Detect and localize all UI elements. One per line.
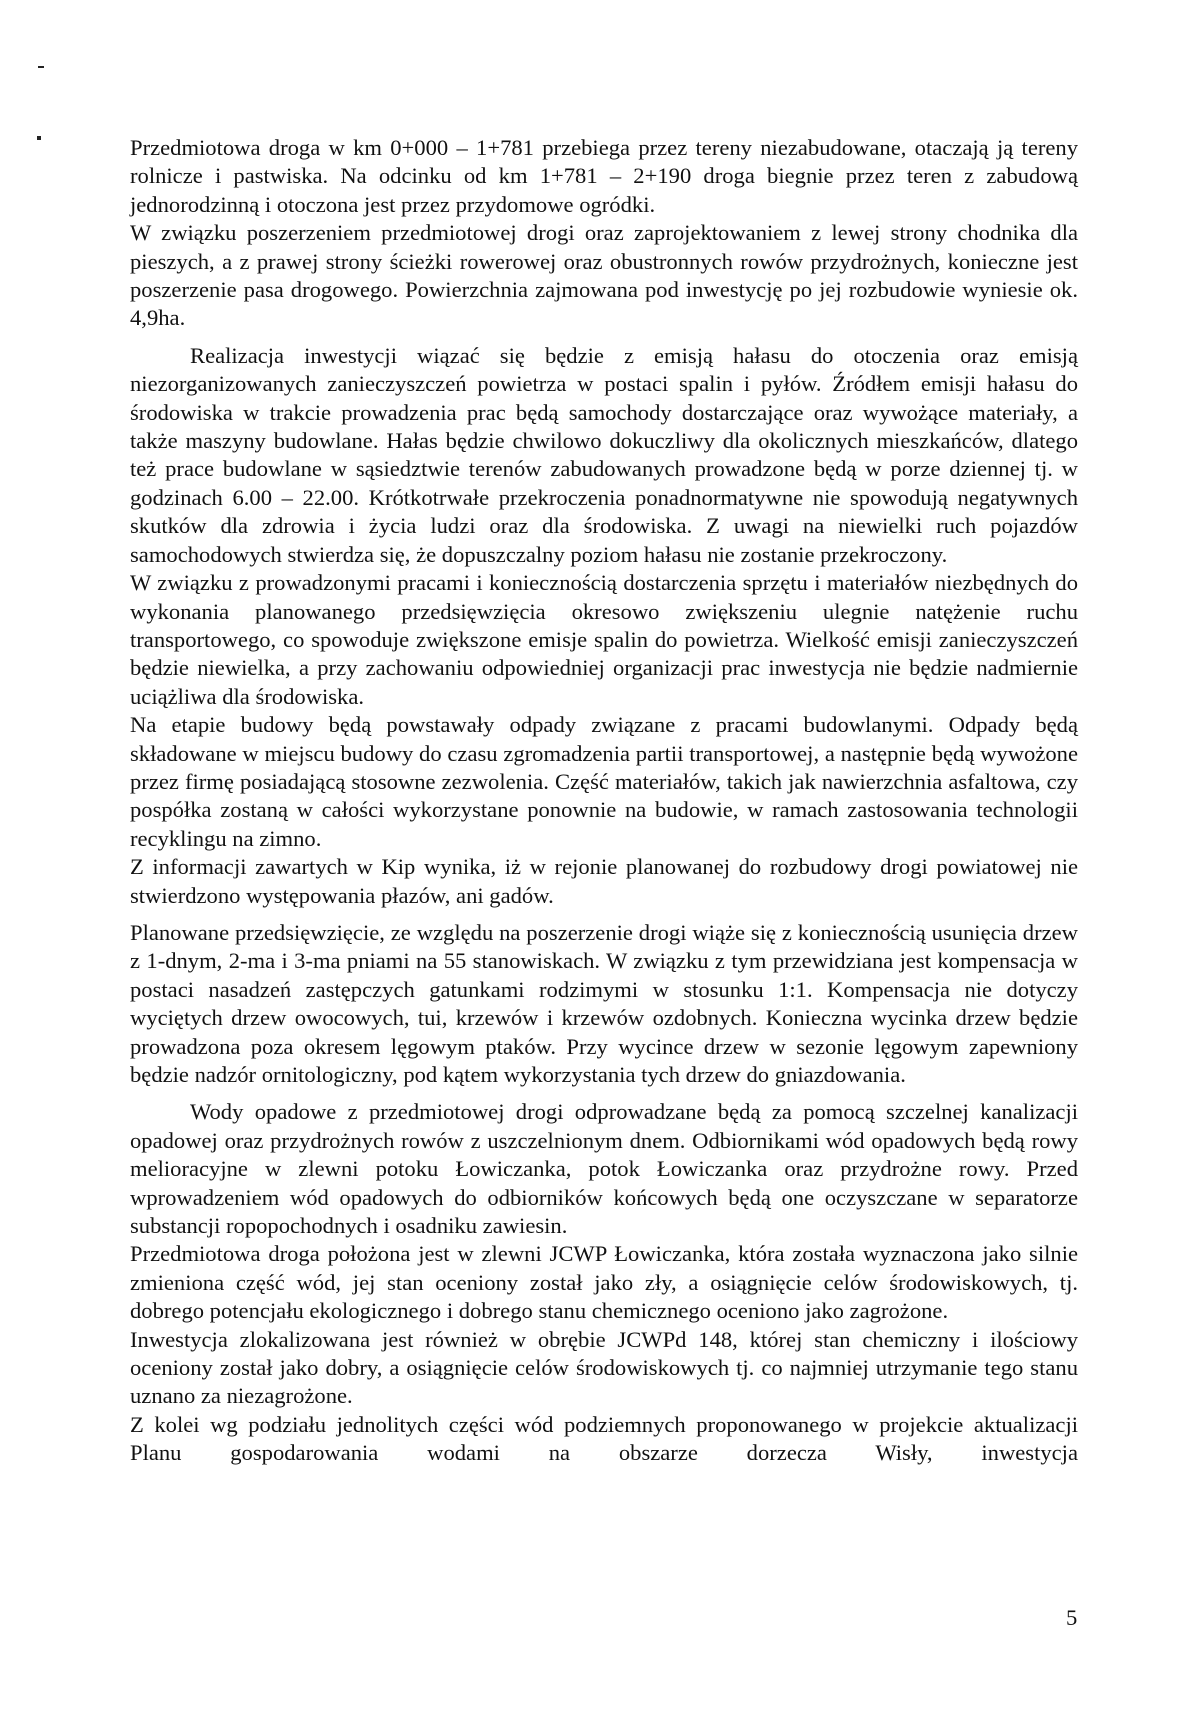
- paragraph: Realizacja inwestycji wiązać się będzie z emisją hałasu do otoczenia oraz emisją niezorganizowanych zanieczyszczeń powietrza w postaci spalin i pyłów. Źródłem emisji hałasu do środowiska w trakcie prowadzenia prac będą samochody dostarczające oraz wywożące materiały, a także maszyny budowlane. Hałas będzie chwilowo dokuczliwy dla okolicznych mieszkańców, dlatego też prace budowlane w sąsiedztwie terenów zabudowanych prowadzone będą w porze dziennej tj. w godzinach 6.00 – 22.00. Krótkotrwałe przekroczenia ponadnormatywne nie spowodują negatywnych skutków dla zdrowia i życia ludzi oraz dla środowiska. Z uwagi na niewielki ruch pojazdów samochodowych stwierdza się, że dopuszczalny poziom hałasu nie zostanie przekroczony.: [130, 342, 1078, 567]
- paragraph: W związku poszerzeniem przedmiotowej drogi oraz zaprojektowaniem z lewej strony chodnika dla pieszych, a z prawej strony ścieżki rowerowej oraz obustronnych rowów przydrożnych, konieczne jest poszerzenie pasa drogowego. Powierzchnia zajmowana pod inwestycję po jej rozbudowie wyniesie ok. 4,9ha.: [130, 220, 1078, 331]
- paragraph: Inwestycja zlokalizowana jest również w obrębie JCWPd 148, której stan chemiczny i ilościowy oceniony został jako dobry, a osiągnięcie celów środowiskowych tj. co najmniej utrzymanie tego stanu uznano za niezagrożone.: [130, 1326, 1078, 1409]
- scan-speck: [37, 136, 41, 140]
- paragraph: Wody opadowe z przedmiotowej drogi odprowadzane będą za pomocą szczelnej kanalizacji opadowej oraz przydrożnych rowów z uszczelnionym dnem. Odbiornikami wód opadowych będą rowy melioracyjne w zlewni potoku Łowiczanka, potok Łowiczanka oraz przydrożne rowy. Przed wprowadzeniem wód opadowych do odbiorników końcowych będą one oczyszczane w separatorze substancji ropopochodnych i osadniku zawiesin.: [130, 1099, 1078, 1239]
- paragraph: W związku z prowadzonymi pracami i koniecznością dostarczenia sprzętu i materiałów niezbędnych do wykonania planowanego przedsięwzięcia okresowo zwiększeniu ulegnie natężenie ruchu transportowego, co spowoduje zwiększone emisje spalin do powietrza. Wielkość emisji zanieczyszczeń będzie niewielka, a przy zachowaniu odpowiedniej organizacji prac inwestycja nie będzie nadmiernie uciążliwa dla środowiska.: [130, 570, 1078, 709]
- paragraph: Z kolei wg podziału jednolitych części wód podziemnych proponowanego w projekcie aktualizacji Planu gospodarowania wodami na obszarze dorzecza Wisły, inwestycja: [130, 1411, 1078, 1466]
- paragraph: Na etapie budowy będą powstawały odpady związane z pracami budowlanymi. Odpady będą składowane w miejscu budowy do czasu zgromadzenia partii transportowej, a następnie będą wywożone przez firmę posiadającą stosowne zezwolenia. Część materiałów, takich jak nawierzchnia asfaltowa, czy pospółka zostaną w całości wykorzystane ponownie na budowie, w ramach zastosowania technologii recyklingu na zimno.: [130, 712, 1078, 851]
- page-number: 5: [1066, 1605, 1078, 1630]
- paragraph: Planowane przedsięwzięcie, ze względu na poszerzenie drogi wiąże się z koniecznością usunięcia drzew z 1-dnym, 2-ma i 3-ma pniami na 55 stanowiskach. W związku z tym przewidziana jest kompensacja w postaci nasadzeń zastępczych gatunkami rodzimymi w stosunku 1:1. Kompensacja nie dotyczy wyciętych drzew owocowych, tui, krzewów i krzewów ozdobnych. Konieczna wycinka drzew będzie prowadzona poza okresem lęgowym ptaków. Przy wycince drzew w sezonie lęgowym zapewniony będzie nadzór ornitologiczny, pod kątem wykorzystania tych drzew do gniazdowania.: [130, 919, 1078, 1087]
- paragraph: Przedmiotowa droga położona jest w zlewni JCWP Łowiczanka, która została wyznaczona jako silnie zmieniona część wód, jej stan oceniony został jako zły, a osiągnięcie celów środowiskowych, tj. dobrego potencjału ekologicznego i dobrego stanu chemicznego oceniono jako zagrożone.: [130, 1241, 1078, 1324]
- paragraph: Z informacji zawartych w Kip wynika, iż w rejonie planowanej do rozbudowy drogi powiatowej nie stwierdzono występowania płazów, ani gadów.: [130, 854, 1078, 908]
- scan-speck: [38, 66, 44, 68]
- document-page: [130, 134, 1078, 1468]
- paragraph: Przedmiotowa droga w km 0+000 – 1+781 przebiega przez tereny niezabudowane, otaczają ją tereny rolnicze i pastwiska. Na odcinku od km 1+781 – 2+190 droga biegnie przez teren z zabudową jednorodzinną i otoczona jest przez przydomowe ogródki.: [130, 135, 1078, 217]
